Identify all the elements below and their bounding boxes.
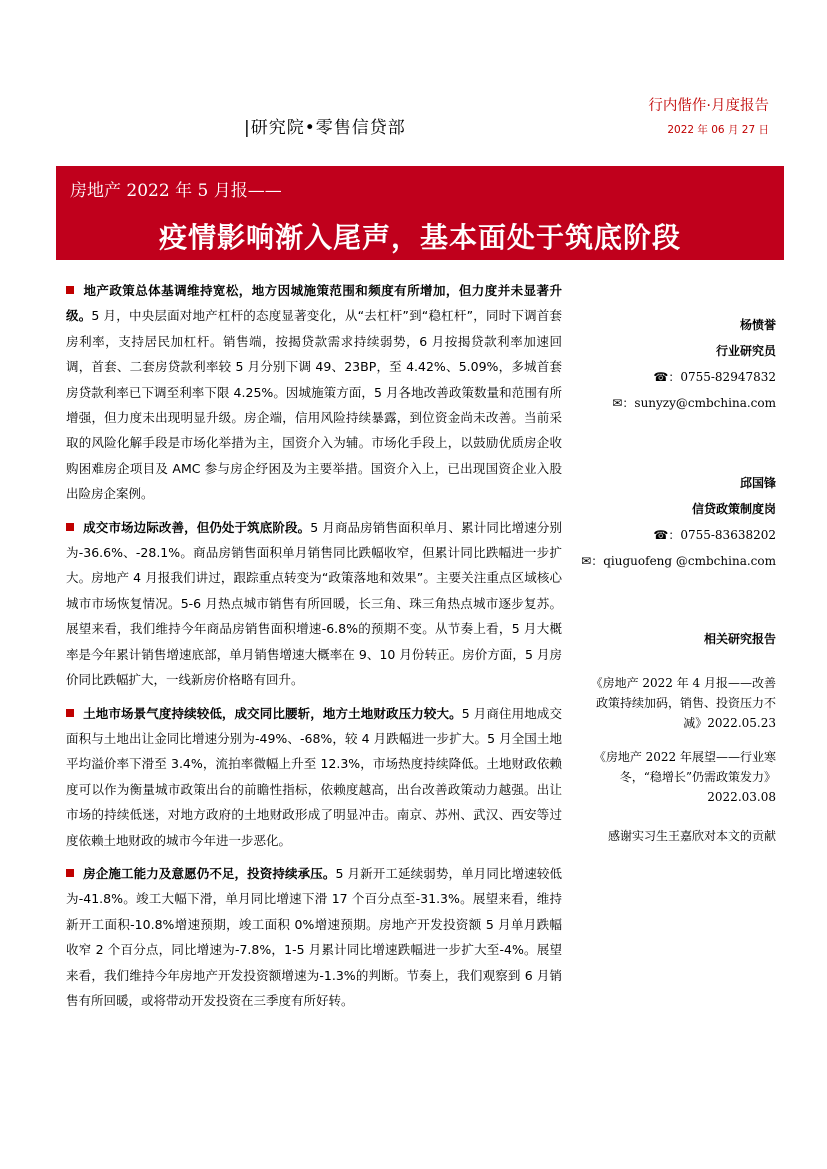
banner-title: 疫情影响渐入尾声，基本面处于筑底阶段 [158,221,681,254]
author-email-line [580,548,776,574]
phone-icon: ☎： [653,370,681,384]
email-icon: ✉： [581,554,604,568]
author-role: 信贷政策制度岗 [691,502,776,516]
report-type: 行内偕作·月度报告 [648,98,769,114]
bullet-square-icon [66,709,74,717]
paragraph-text: 5 月新开工延续弱势，单月同比增速较低为-41.8%。竣工大幅下滑，单月同比增速下滑 17 个百分点至-31.3%。展望来看，维持新开工面积-10.8%增速预期，竣工面积 0%增速预期。房地产开发投资额 5 月单月跌幅收窄 2 个百分点，同比增速为-7.8%，1-5 月累计同比增速跌幅进一步扩大至-4%。展望来看，我们维持今年房地产开发投资额增速为-1.3%的判断。节奏上，我们观察到 6 月销售有所回暖，或将带动开发投资在三季度有所好转。 [66,865,562,1008]
author-phone-line [580,364,776,390]
sidebar [580,312,776,844]
paragraph-lead: 成交市场边际改善，但仍处于筑底阶段。 [83,519,311,535]
author-card [580,312,776,416]
banner-subtitle: 房地产 2022 年 5 月报—— [70,181,282,201]
author-name: 邱国锋 [739,476,776,490]
paragraph-investment [66,861,562,1013]
paragraph-policy [66,278,562,507]
related-report-item[interactable]: 《房地产 2022 年展望——行业寒冬，“稳增长”仍需政策发力》2022.03.08 [593,750,776,804]
email-icon: ✉： [612,396,635,410]
phone-icon: ☎： [653,528,681,542]
author-phone: 0755-83638202 [680,528,776,542]
bullet-square-icon [66,523,74,531]
acknowledgement: 感谢实习生王嘉欣对本文的贡献 [607,829,776,843]
department-label: |研究院•零售信贷部 [244,118,406,138]
title-banner [56,166,784,260]
author-name: 杨愤誉 [739,318,776,332]
paragraph-text: 5 月商住用地成交面积与土地出让金同比增速分别为-49%、-68%，较 4 月跌幅进一步扩大。5 月全国土地平均溢价率下滑至 3.4%，流拍率微幅上升至 12.3%，市场热度持续降低。土地财政依赖度可以作为衡量城市政策出台的前瞻性指标，依赖度越高，出台改善政策动力越强。出让市场的持续低迷，对地方政府的土地财政形成了明显冲击。南京、苏州、武汉、西安等过度依赖土地财政的城市今年进一步恶化。 [66,705,562,848]
paragraph-text: 5 月，中央层面对地产杠杆的态度显著变化，从“去杠杆”到“稳杠杆”，同时下调首套房利率，支持居民加杠杆。销售端，按揭贷款需求持续弱势，6 月按揭贷款利率加速回调，首套、二套房贷款利率较 5 月分别下调 49、23BP，至 4.42%、5.09%，多城首套房贷款利率已下调至利率下限 4.25%。因城施策方面，5 月各地改善政策数量和范围有所增强，但力度未出现明显升级。房企端，信用风险持续暴露，到位资金尚未改善。当前采取的风险化解手段是市场化举措为主，国资介入为辅。市场化手段上，以鼓励优质房企收购困难房企项目及 AMC 参与房企纾困及为主要举措。国资介入上，已出现国资企业入股出险房企案例。 [66,308,562,502]
author-role: 行业研究员 [715,344,776,358]
paragraph-lead: 土地市场景气度持续较低，成交同比腰斩，地方土地财政压力较大。 [83,705,462,721]
related-reports-heading: 相关研究报告 [703,632,776,646]
related-report-item[interactable]: 《房地产 2022 年 4 月报——改善政策持续加码，销售、投资压力不减》2022.05.23 [590,676,776,730]
paragraph-lead: 房企施工能力及意愿仍不足，投资持续承压。 [83,865,336,881]
paragraph-text: 5 月商品房销售面积单月、累计同比增速分别为-36.6%、-28.1%。商品房销售面积单月销售同比跌幅收窄，但累计同比跌幅进一步扩大。房地产 4 月报我们讲过，跟踪重点转变为“政策落地和效果”。主要关注重点区域核心城市市场恢复情况。5-6 月热点城市销售有所回暖，长三角、珠三角热点城市逐步复苏。展望来看，我们维持今年商品房销售面积增速-6.8%的预期不变。从节奏上看，5 月大概率是今年累计销售增速底部，单月销售增速大概率在 9、10 月份转正。房价方面，5 月房价同比跌幅扩大，一线新房价格略有回升。 [66,519,562,688]
main-body [66,278,562,1021]
author-email[interactable]: sunyzy@cmbchina.com [634,396,776,410]
report-date: 2022 年 06 月 27 日 [667,124,769,136]
paragraph-sales [66,515,562,693]
bullet-square-icon [66,869,74,877]
paragraph-lead: 地产政策总体基调维持宽松，地方因城施策范围和频度有所增加，但力度并未显著升级。 [66,283,562,324]
author-email[interactable]: qiuguofeng @cmbchina.com [603,554,776,568]
author-phone: 0755-82947832 [680,370,776,384]
bullet-square-icon [66,286,74,294]
author-card [580,470,776,574]
paragraph-land [66,701,562,853]
author-email-line [580,390,776,416]
author-phone-line [580,522,776,548]
